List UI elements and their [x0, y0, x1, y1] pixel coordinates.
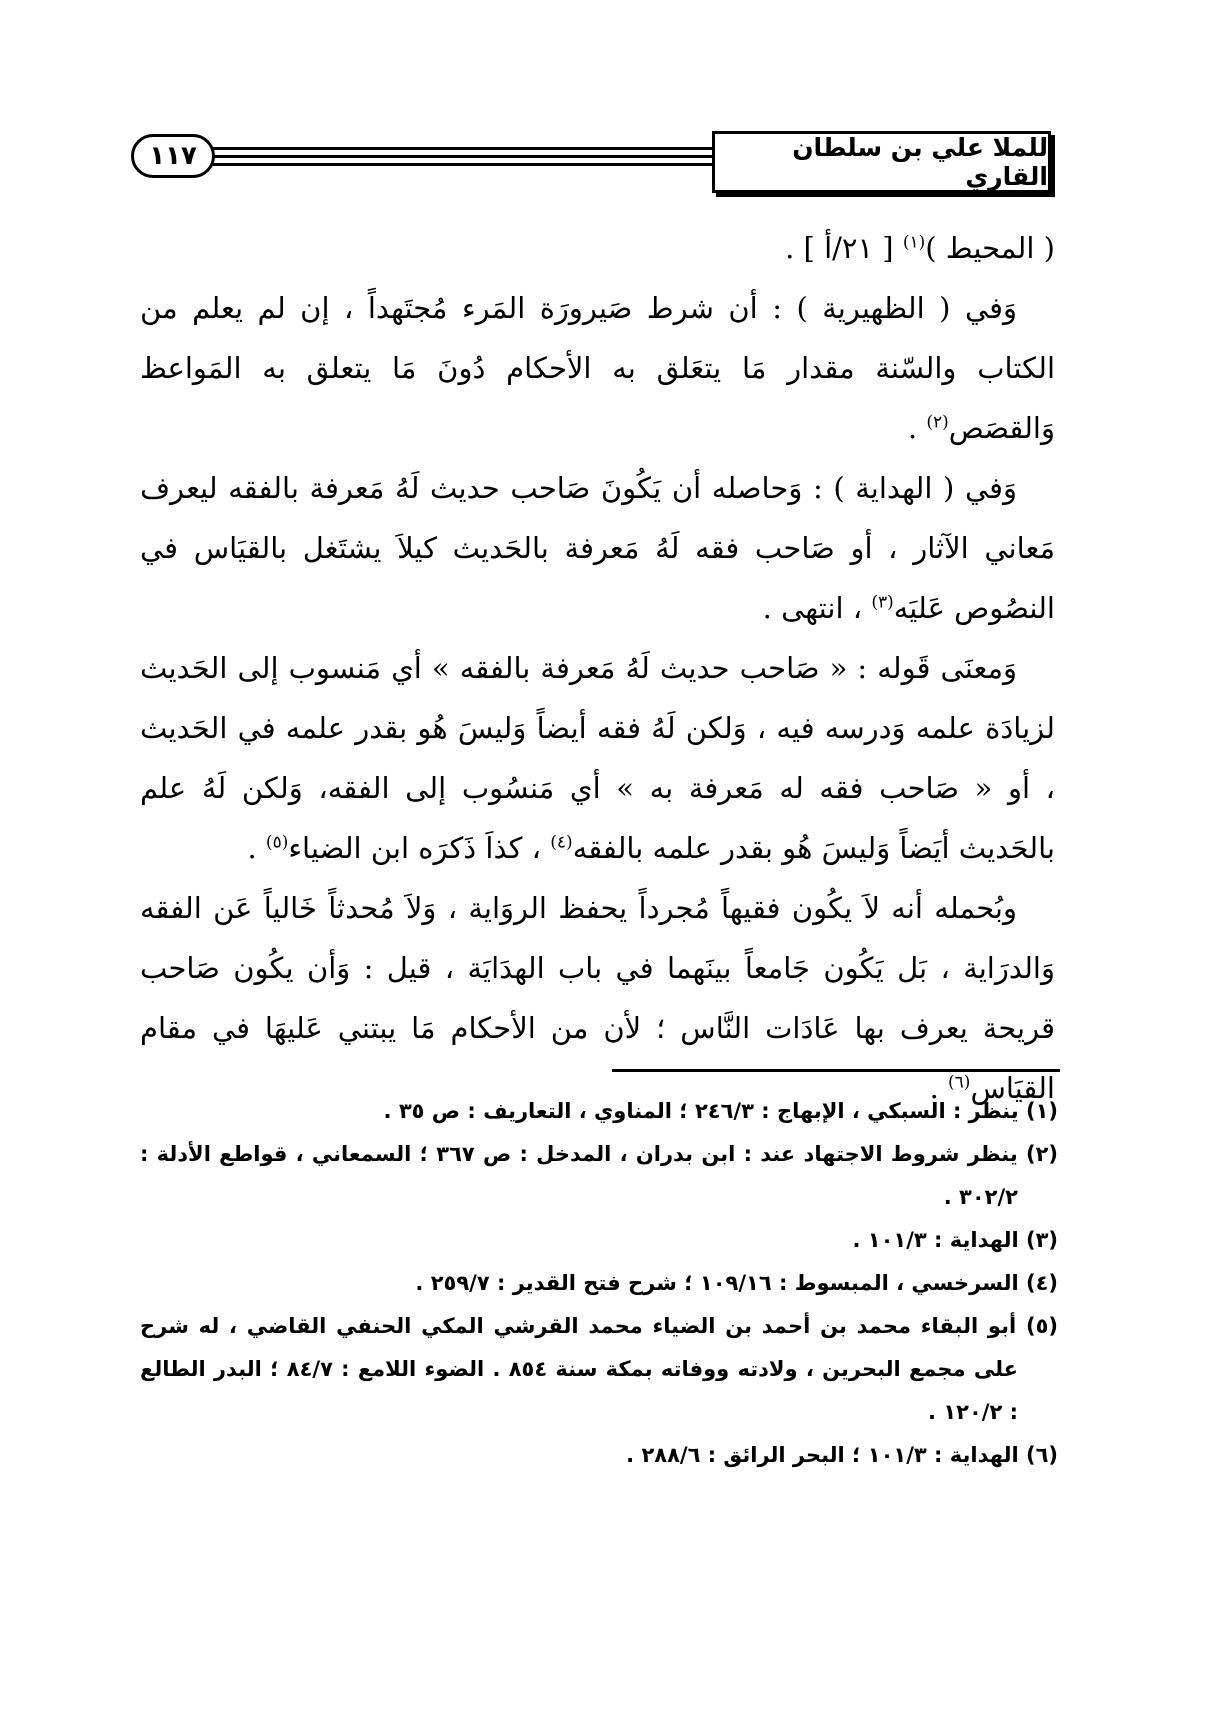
paragraph-text: ، انتهى . — [762, 591, 872, 625]
paragraph-text: [ ٢١/أ ] . — [785, 231, 903, 265]
paragraph-text: وَفي ( الظهيرية ) : أن شرط صَيرورَة المَرء مُجتَهداً ، إن لم يعلم من الكتاب والسّنة مقدار مَا يتعَلق به الأحكام دُونَ مَا يتعلق به المَواعظ وَالقصَص — [140, 291, 1055, 445]
footnote-5: (٥) أبو البقاء محمد بن أحمد بن الضياء محمد القرشي المكي الحنفي القاضي ، له شرح على مجمع البحرين ، ولادته ووفاته بمكة سنة ٨٥٤ . الضوء اللامع : ٨٤/٧ ؛ البدر الطالع : ١٢٠/٢ . — [140, 1314, 1058, 1424]
running-title-box — [712, 131, 1051, 193]
footnote-4: (٤) السرخسي ، المبسوط : ١٠٩/١٦ ؛ شرح فتح القدير : ٢٥٩/٧ . — [415, 1271, 1058, 1295]
page-number-badge — [131, 134, 215, 178]
footnote-6: (٦) الهداية : ١٠١/٣ ؛ البحر الرائق : ٢٨٨/٦ . — [626, 1443, 1058, 1467]
footnote-ref: (٤) — [550, 832, 573, 853]
footnote-1: (١) ينظر : السبكي ، الإبهاج : ٢٤٦/٣ ؛ المناوي ، التعاريف : ص ٣٥ . — [383, 1099, 1058, 1123]
header-rule-middle — [212, 155, 712, 158]
paragraph-5 — [140, 878, 1055, 1118]
footnotes — [140, 1090, 1058, 1477]
footnote-3: (٣) الهداية : ١٠١/٣ . — [852, 1228, 1058, 1252]
paragraph-2 — [140, 278, 1055, 458]
footnote-ref: (١) — [902, 232, 926, 253]
header-rule-bottom — [212, 163, 712, 166]
paragraph-text: . — [929, 1071, 949, 1105]
footnote-ref: (٥) — [265, 832, 289, 853]
paragraph-4 — [140, 638, 1055, 878]
paragraph-text: ، كذاَ ذَكرَه ابن الضياء — [288, 831, 551, 865]
footnote-separator — [612, 1069, 1060, 1072]
footnote-ref: (٢) — [926, 412, 949, 433]
paragraph-text: وبُحمله أنه لاَ يكُون فقيهاً مُجرداً يحفظ الروَاية ، وَلاَ مُحدثاً خَالياً عَن الفقه وَالدرَاية ، بَل يَكُون جَامعاً بينَهما في باب الهدَايَة ، قيل : وَأن يكُون صَاحب قريحة يعرف بها عَادَات النَّاس ؛ لأن من الأحكام مَا يبتني عَليهَا في مقام القيَاس — [140, 891, 1055, 1105]
paragraph-text: وَمعنَى قَوله : « صَاحب حديث لَهُ مَعرفة بالفقه » أي مَنسوب إلى الحَديث لزيادَة علمه وَدرسه فيه ، وَلكن لَهُ فقه أيضاً وَليسَ هُو بقدر علمه في الحَديث ، أو « صَاحب فقه له مَعرفة به » أي مَنسُوب إلى الفقه، وَلكن لَهُ علم بالحَديث أيَضاً وَليسَ هُو بقدر علمه بالفقه — [140, 651, 1055, 865]
paragraph-3 — [140, 458, 1055, 638]
paragraph-text: وَفي ( الهداية ) : وَحاصله أن يَكُونَ صَاحب حديث لَهُ مَعرفة بالفقه ليعرف مَعاني الآثار ، أو صَاحب فقه لَهُ مَعرفة بالحَديث كيلاَ يشتَغل بالقيَاس في النصُوص عَليَه — [140, 471, 1055, 625]
paragraph-text: . — [907, 411, 927, 445]
footnote-2: (٢) ينظر شروط الاجتهاد عند : ابن بدران ، المدخل : ص ٣٦٧ ؛ السمعاني ، قواطع الأدلة : ٣٠٢/٢ . — [140, 1142, 1059, 1209]
footnote-ref: (٣) — [871, 592, 894, 613]
running-title: للملا علي بن سلطان القاري — [792, 133, 1048, 191]
header-rule-top — [212, 147, 712, 150]
main-text — [140, 218, 1055, 1118]
paragraph-text: . — [247, 831, 266, 865]
paragraph-text: ( المحيط ) — [925, 231, 1055, 265]
paragraph-1 — [140, 218, 1055, 278]
page-number: ١١٧ — [149, 141, 197, 171]
footnote-ref: (٦) — [948, 1072, 971, 1093]
